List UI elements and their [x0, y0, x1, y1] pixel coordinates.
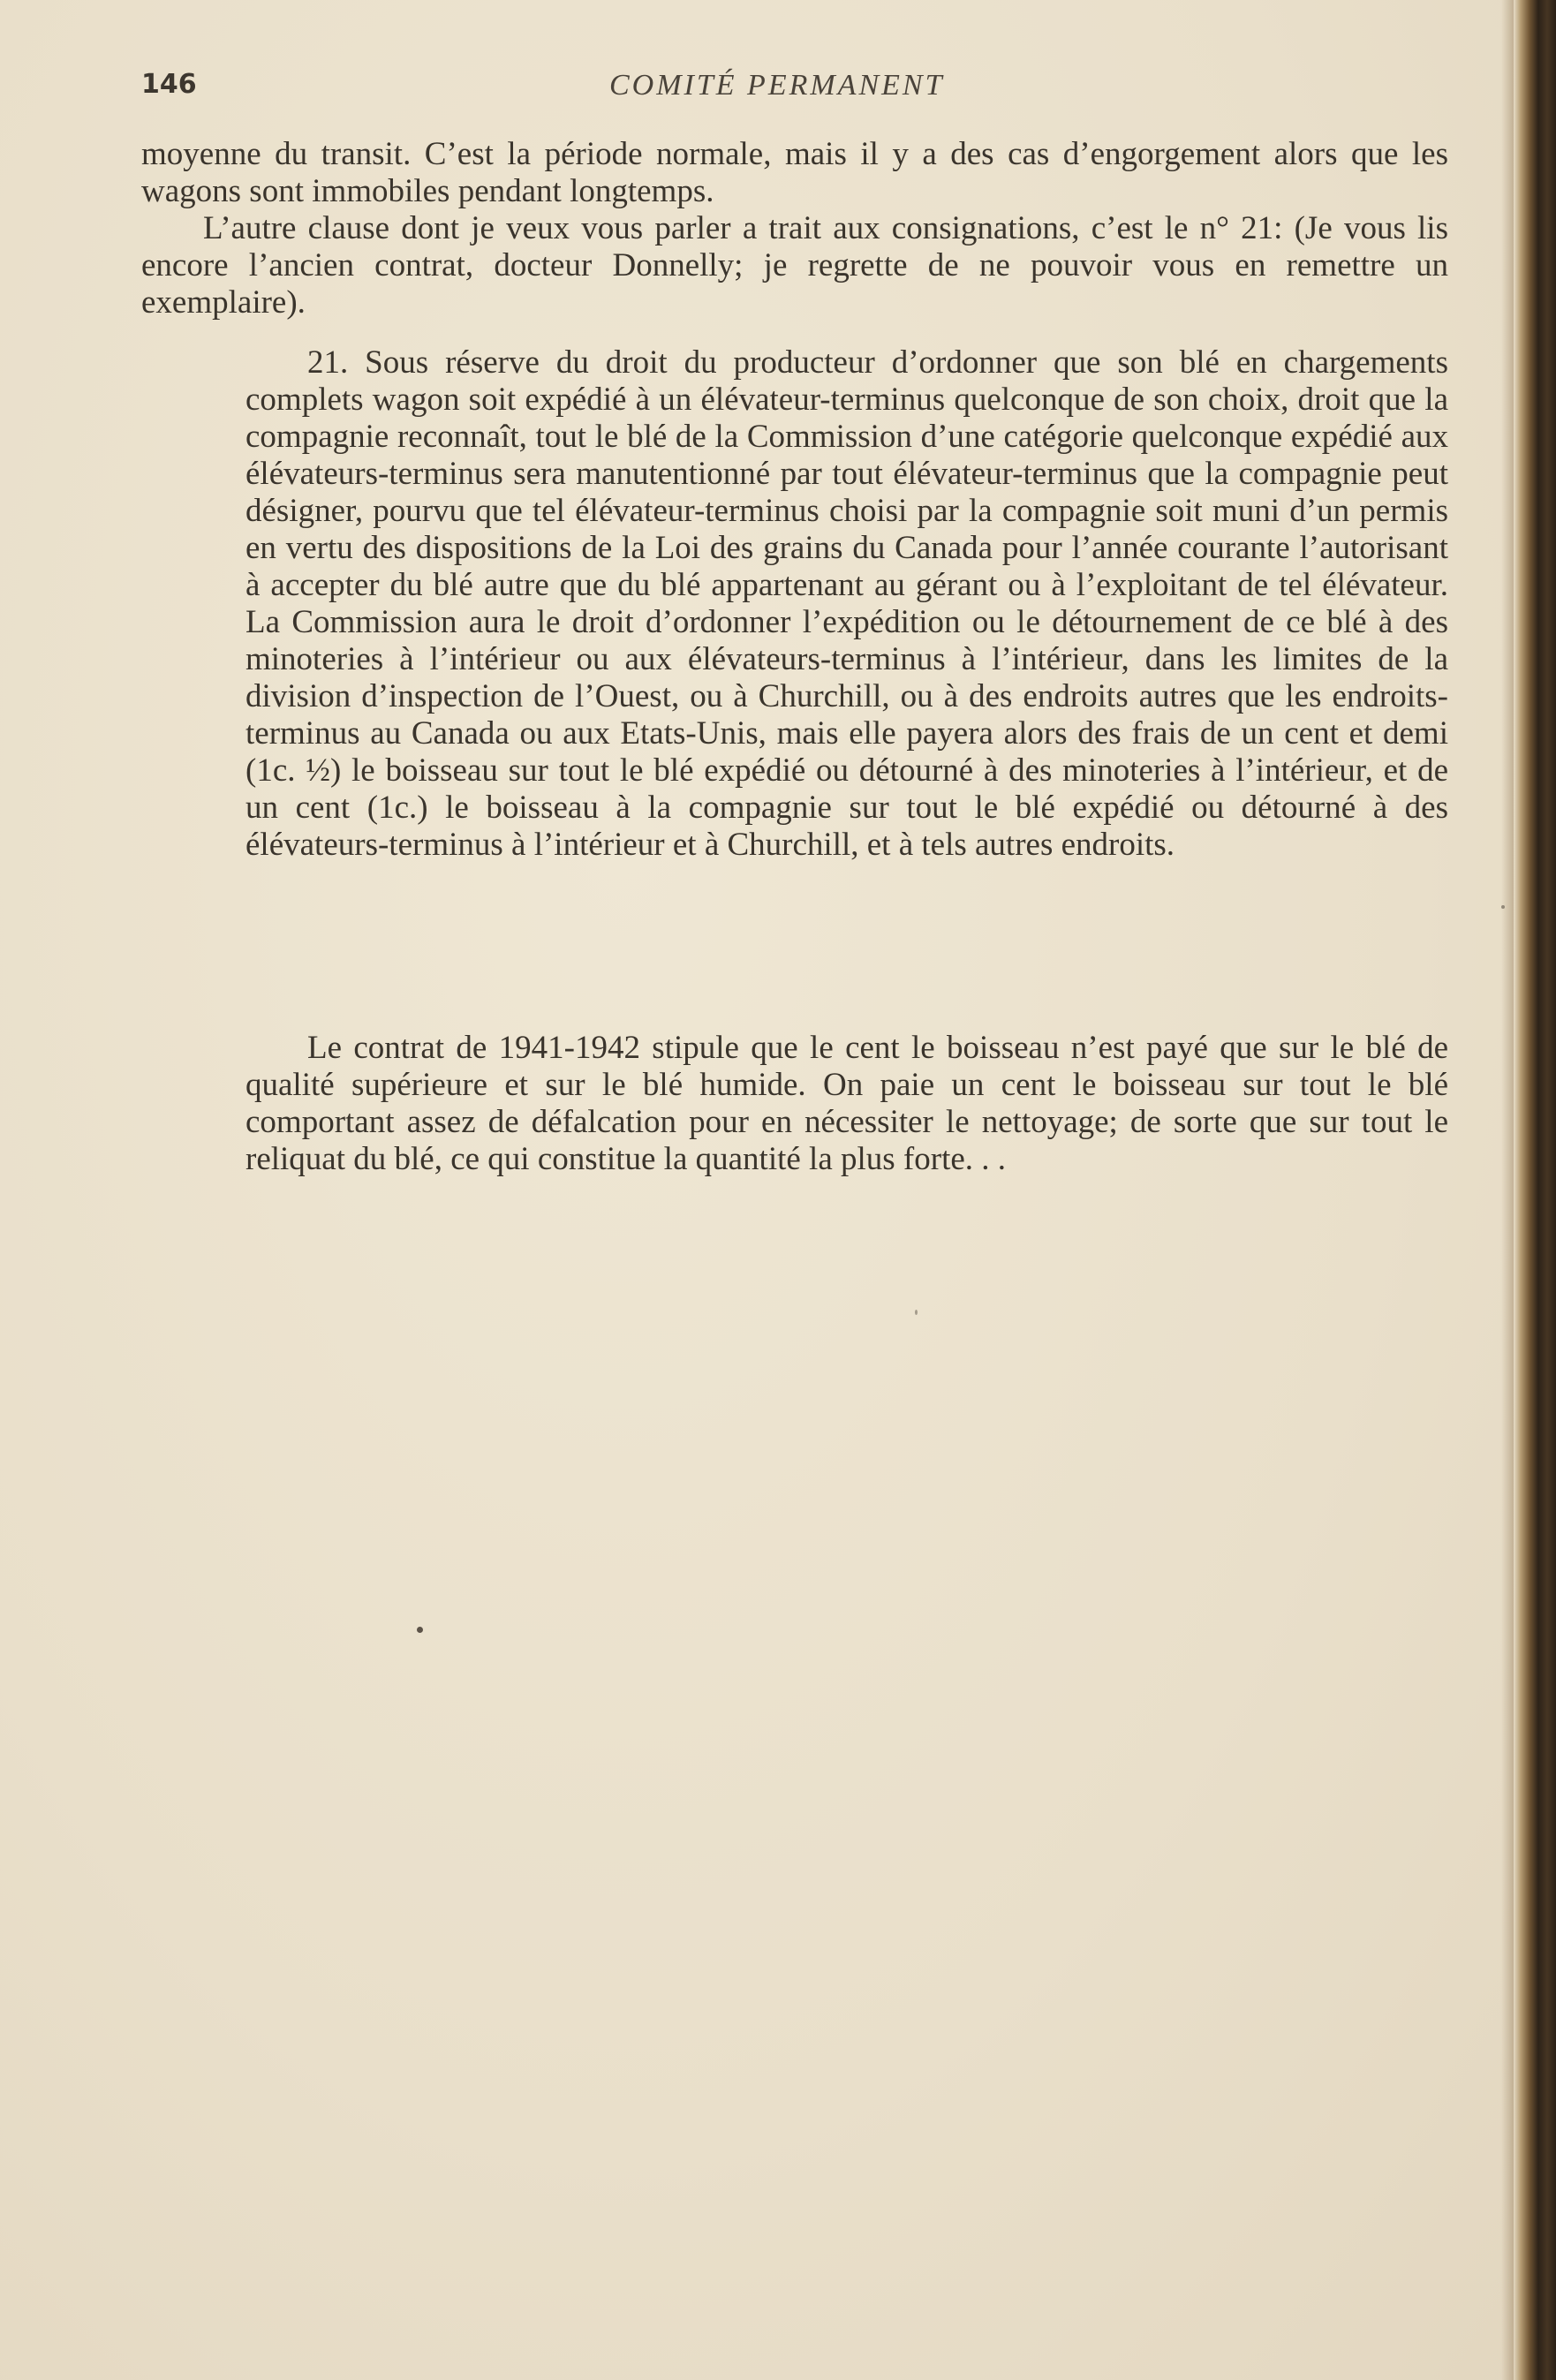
quoted-clause-block — [245, 344, 1448, 864]
closing-block — [245, 1030, 1448, 1178]
paper-speck — [1501, 905, 1505, 909]
paper-speck — [915, 1310, 918, 1315]
paper-speck — [417, 1627, 423, 1633]
running-head — [141, 69, 1448, 113]
closing-paragraph: Le contrat de 1941-1942 stipule que le cent le boisseau n’est payé que sur le blé de qualité supérieure et sur le blé humide. On paie un cent le boisseau sur tout le blé comportant assez de défalcation pour en nécessiter le nettoyage; de sorte que sur tout le reliquat du blé, ce qui constitue la quantité la plus forte. . . — [245, 1030, 1448, 1177]
running-title: COMITÉ PERMANENT — [609, 69, 945, 102]
page-number: 146 — [141, 69, 197, 100]
book-spine — [1514, 0, 1556, 2380]
body-text — [141, 136, 1448, 321]
paragraph-clause-intro: L’autre clause dont je veux vous parler a trait aux consignations, c’est le n° 21: (Je vous lis encore l’ancien contrat, docteur Donnelly; je regrette de ne pouvoir vous en remettre un exemplaire). — [141, 210, 1448, 321]
quoted-clause-21: 21. Sous réserve du droit du producteur d’ordonner que son blé en chargements complets wagon soit expédié à un élévateur-terminus quelconque de son choix, droit que la compagnie reconnaît, tout le blé de la Commission d’une catégorie quelconque expédié aux élévateurs-terminus sera manutentionné par tout élévateur-terminus que la compagnie peut désigner, pourvu que tel élévateur-terminus choisi par la compagnie soit muni d’un permis en vertu des dispositions de la Loi des grains du Canada pour l’année courante l’autorisant à accepter du blé autre que du blé appartenant au gérant ou à l’exploitant de tel élévateur. La Commission aura le droit d’ordonner l’expédition ou le détournement de ce blé à des minoteries à l’intérieur ou aux élévateurs-terminus à l’intérieur, dans les limites de la division d’inspection de l’Ouest, ou à Churchill, ou à des endroits autres que les endroits-terminus au Canada ou aux Etats-Unis, mais elle payera alors des frais de un cent et demi (1c. ½) le boisseau sur tout le blé expédié ou détourné à des minoteries à l’intérieur, et de un cent (1c.) le boisseau à la compagnie sur tout le blé expédié ou détourné à des élévateurs-terminus à l’intérieur et à Churchill, et à tels autres endroits. — [245, 344, 1448, 863]
binding-shadow — [1501, 0, 1514, 2380]
paragraph-continuation: moyenne du transit. C’est la période normale, mais il y a des cas d’engorgement alors que les wagons sont immobiles pendant longtemps. — [141, 136, 1448, 209]
